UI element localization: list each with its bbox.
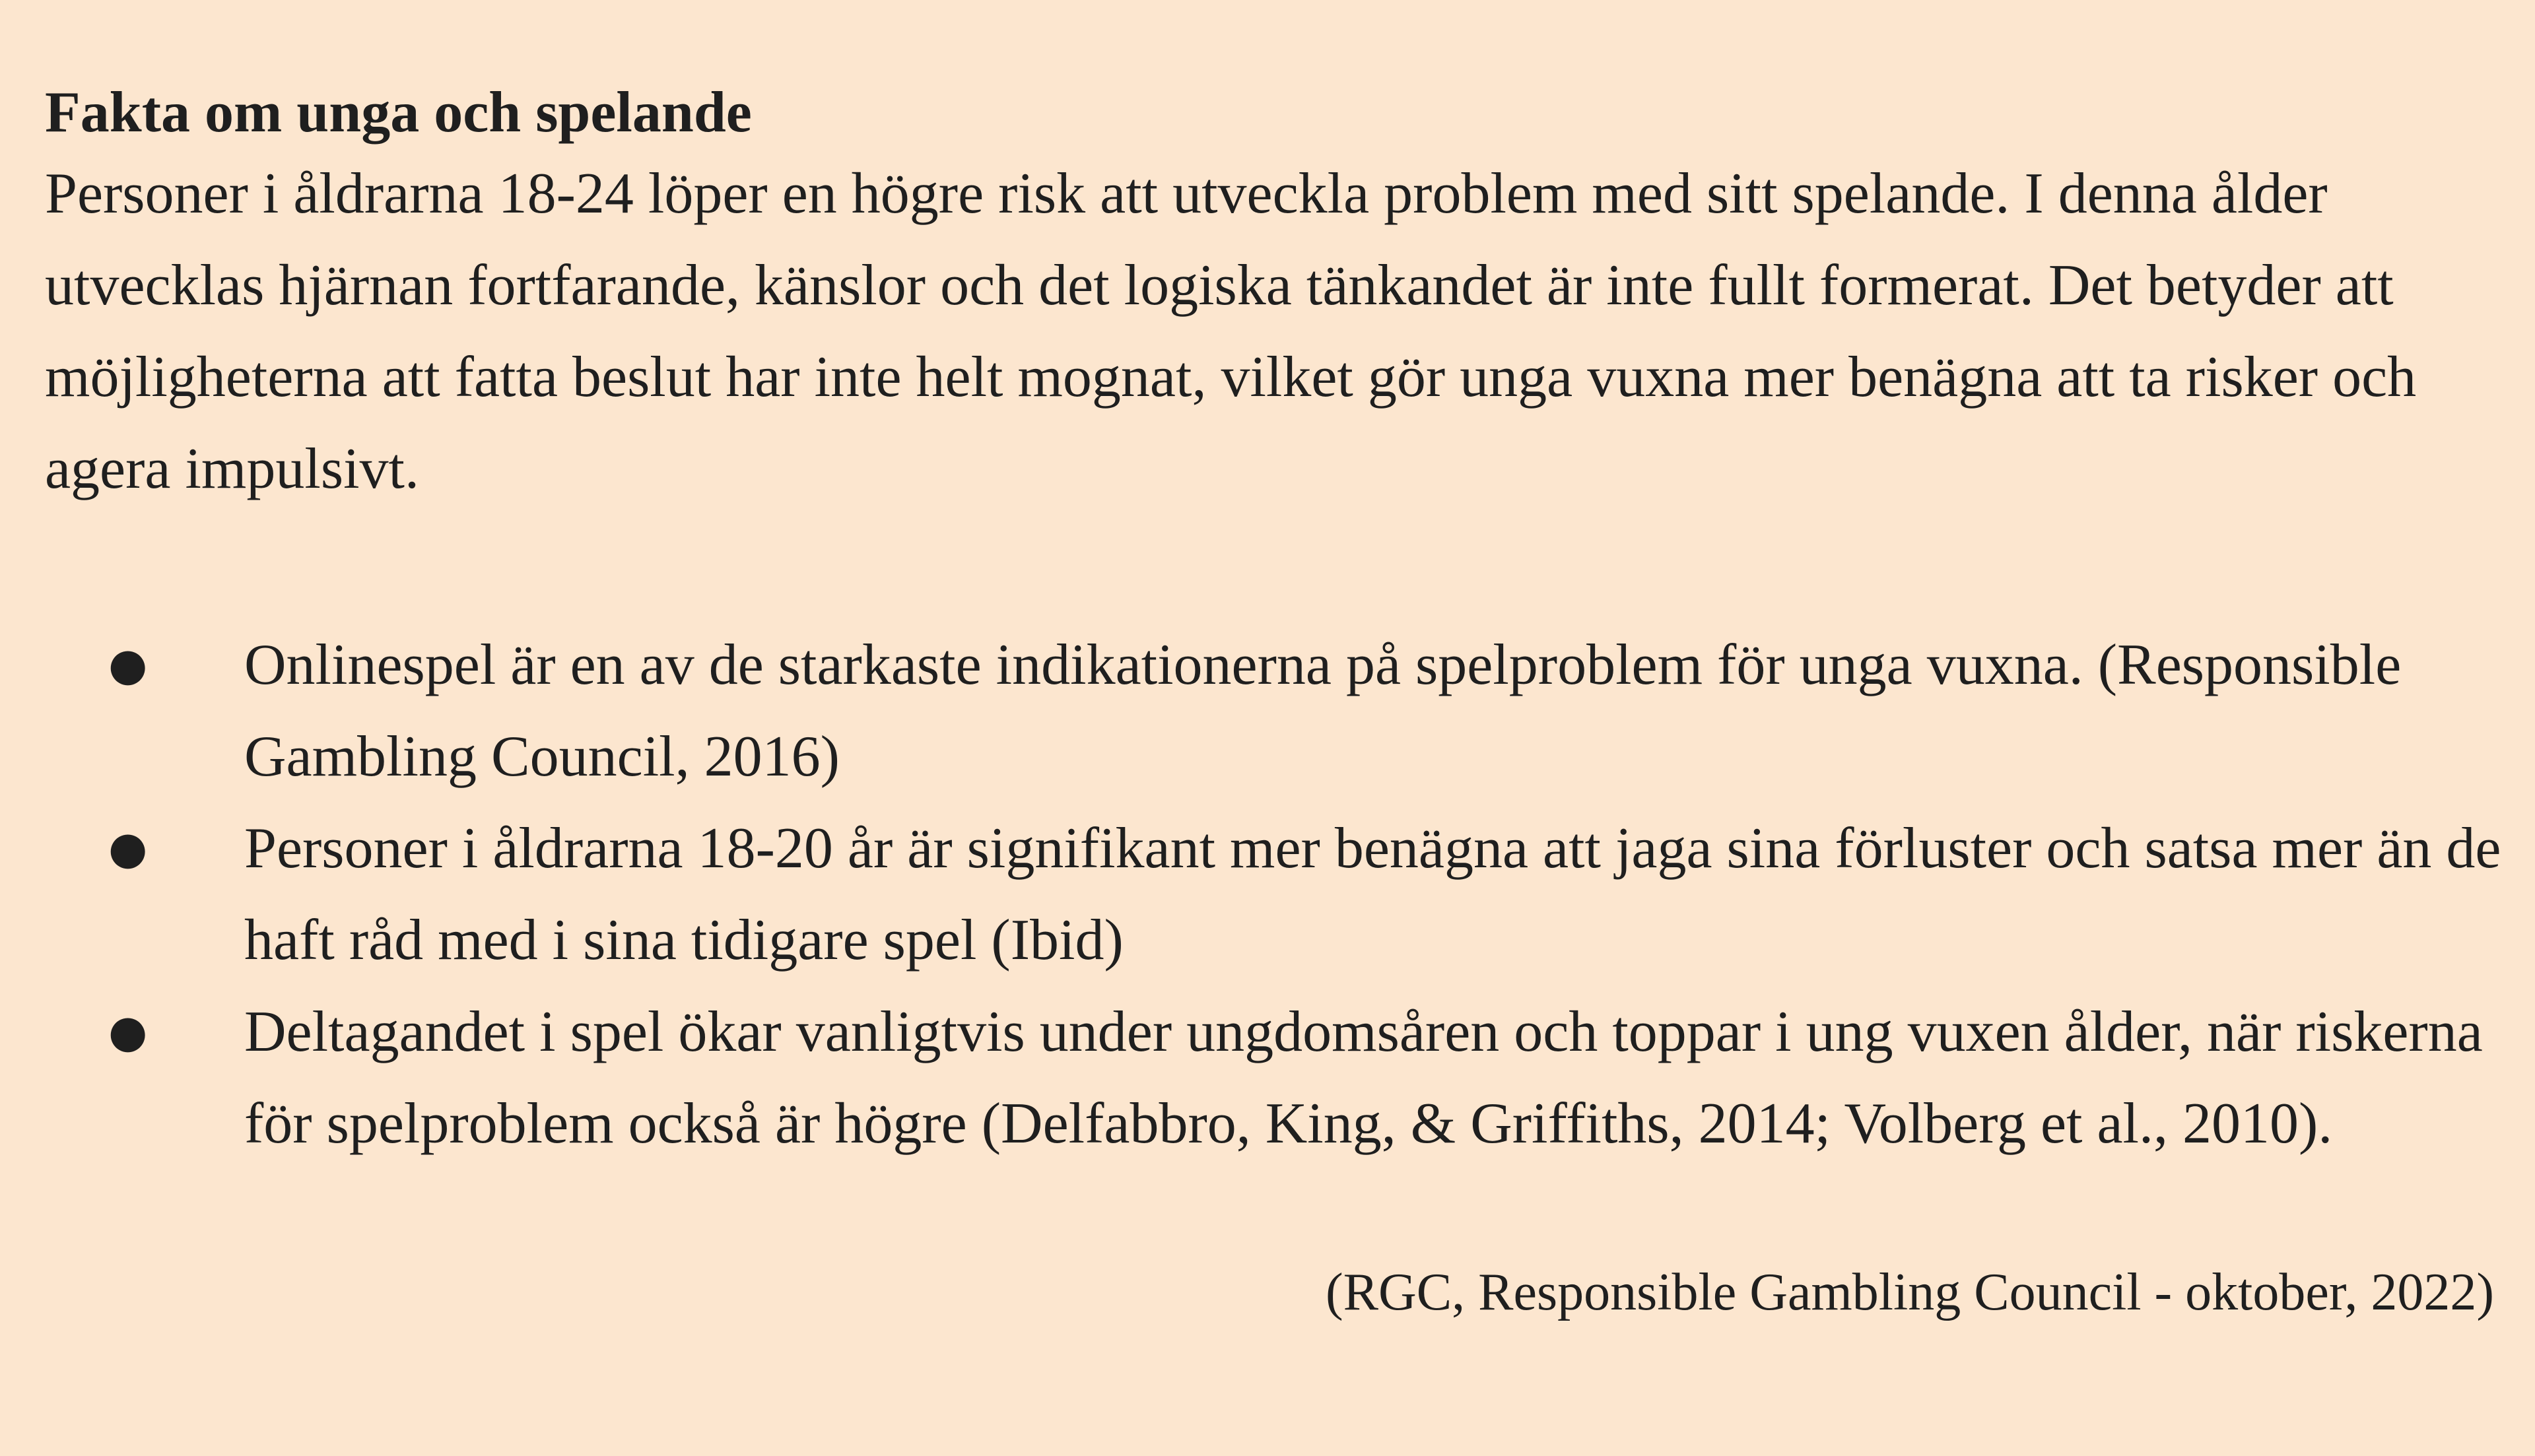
bullet-icon: ● <box>108 639 148 691</box>
list-item <box>45 986 2494 1170</box>
fact-text: Deltagandet i spel ökar vanligtvis under ungdomsåren och toppar i ung vuxen ålder, när riskerna för spelproblem också är högre (Delfabbro, King, & Griffiths, 2014; Volberg et al., 2010). <box>244 1000 2483 1156</box>
list-item <box>45 803 2501 986</box>
bullet-icon: ● <box>108 1006 148 1058</box>
list-item <box>45 619 2494 803</box>
facts-list <box>45 619 2501 1170</box>
fact-box <box>45 78 2494 515</box>
fact-text: Personer i åldrarna 18-20 år är signifikant mer benägna att jaga sina förluster och satsa mer än de haft råd med i sina tidigare spel (Ibid) <box>244 816 2501 972</box>
bullet-icon: ● <box>108 822 148 875</box>
intro-paragraph: Personer i åldrarna 18-24 löper en högre risk att utveckla problem med sitt spelande. I denna ålder utvecklas hjärnan fortfarande, känslor och det logiska tänkandet är inte fullt formerat. Det betyder att möjligheterna att fatta beslut har inte helt mognat, vilket gör unga vuxna mer benägna att ta risker och agera impulsivt. <box>45 162 2417 501</box>
source-citation: (RGC, Responsible Gambling Council - oktober, 2022) <box>1326 1263 2494 1321</box>
page-title: Fakta om unga och spelande <box>45 81 752 145</box>
fact-text: Onlinespel är en av de starkaste indikationerna på spelproblem för unga vuxna. (Responsible Gambling Council, 2016) <box>244 633 2402 789</box>
